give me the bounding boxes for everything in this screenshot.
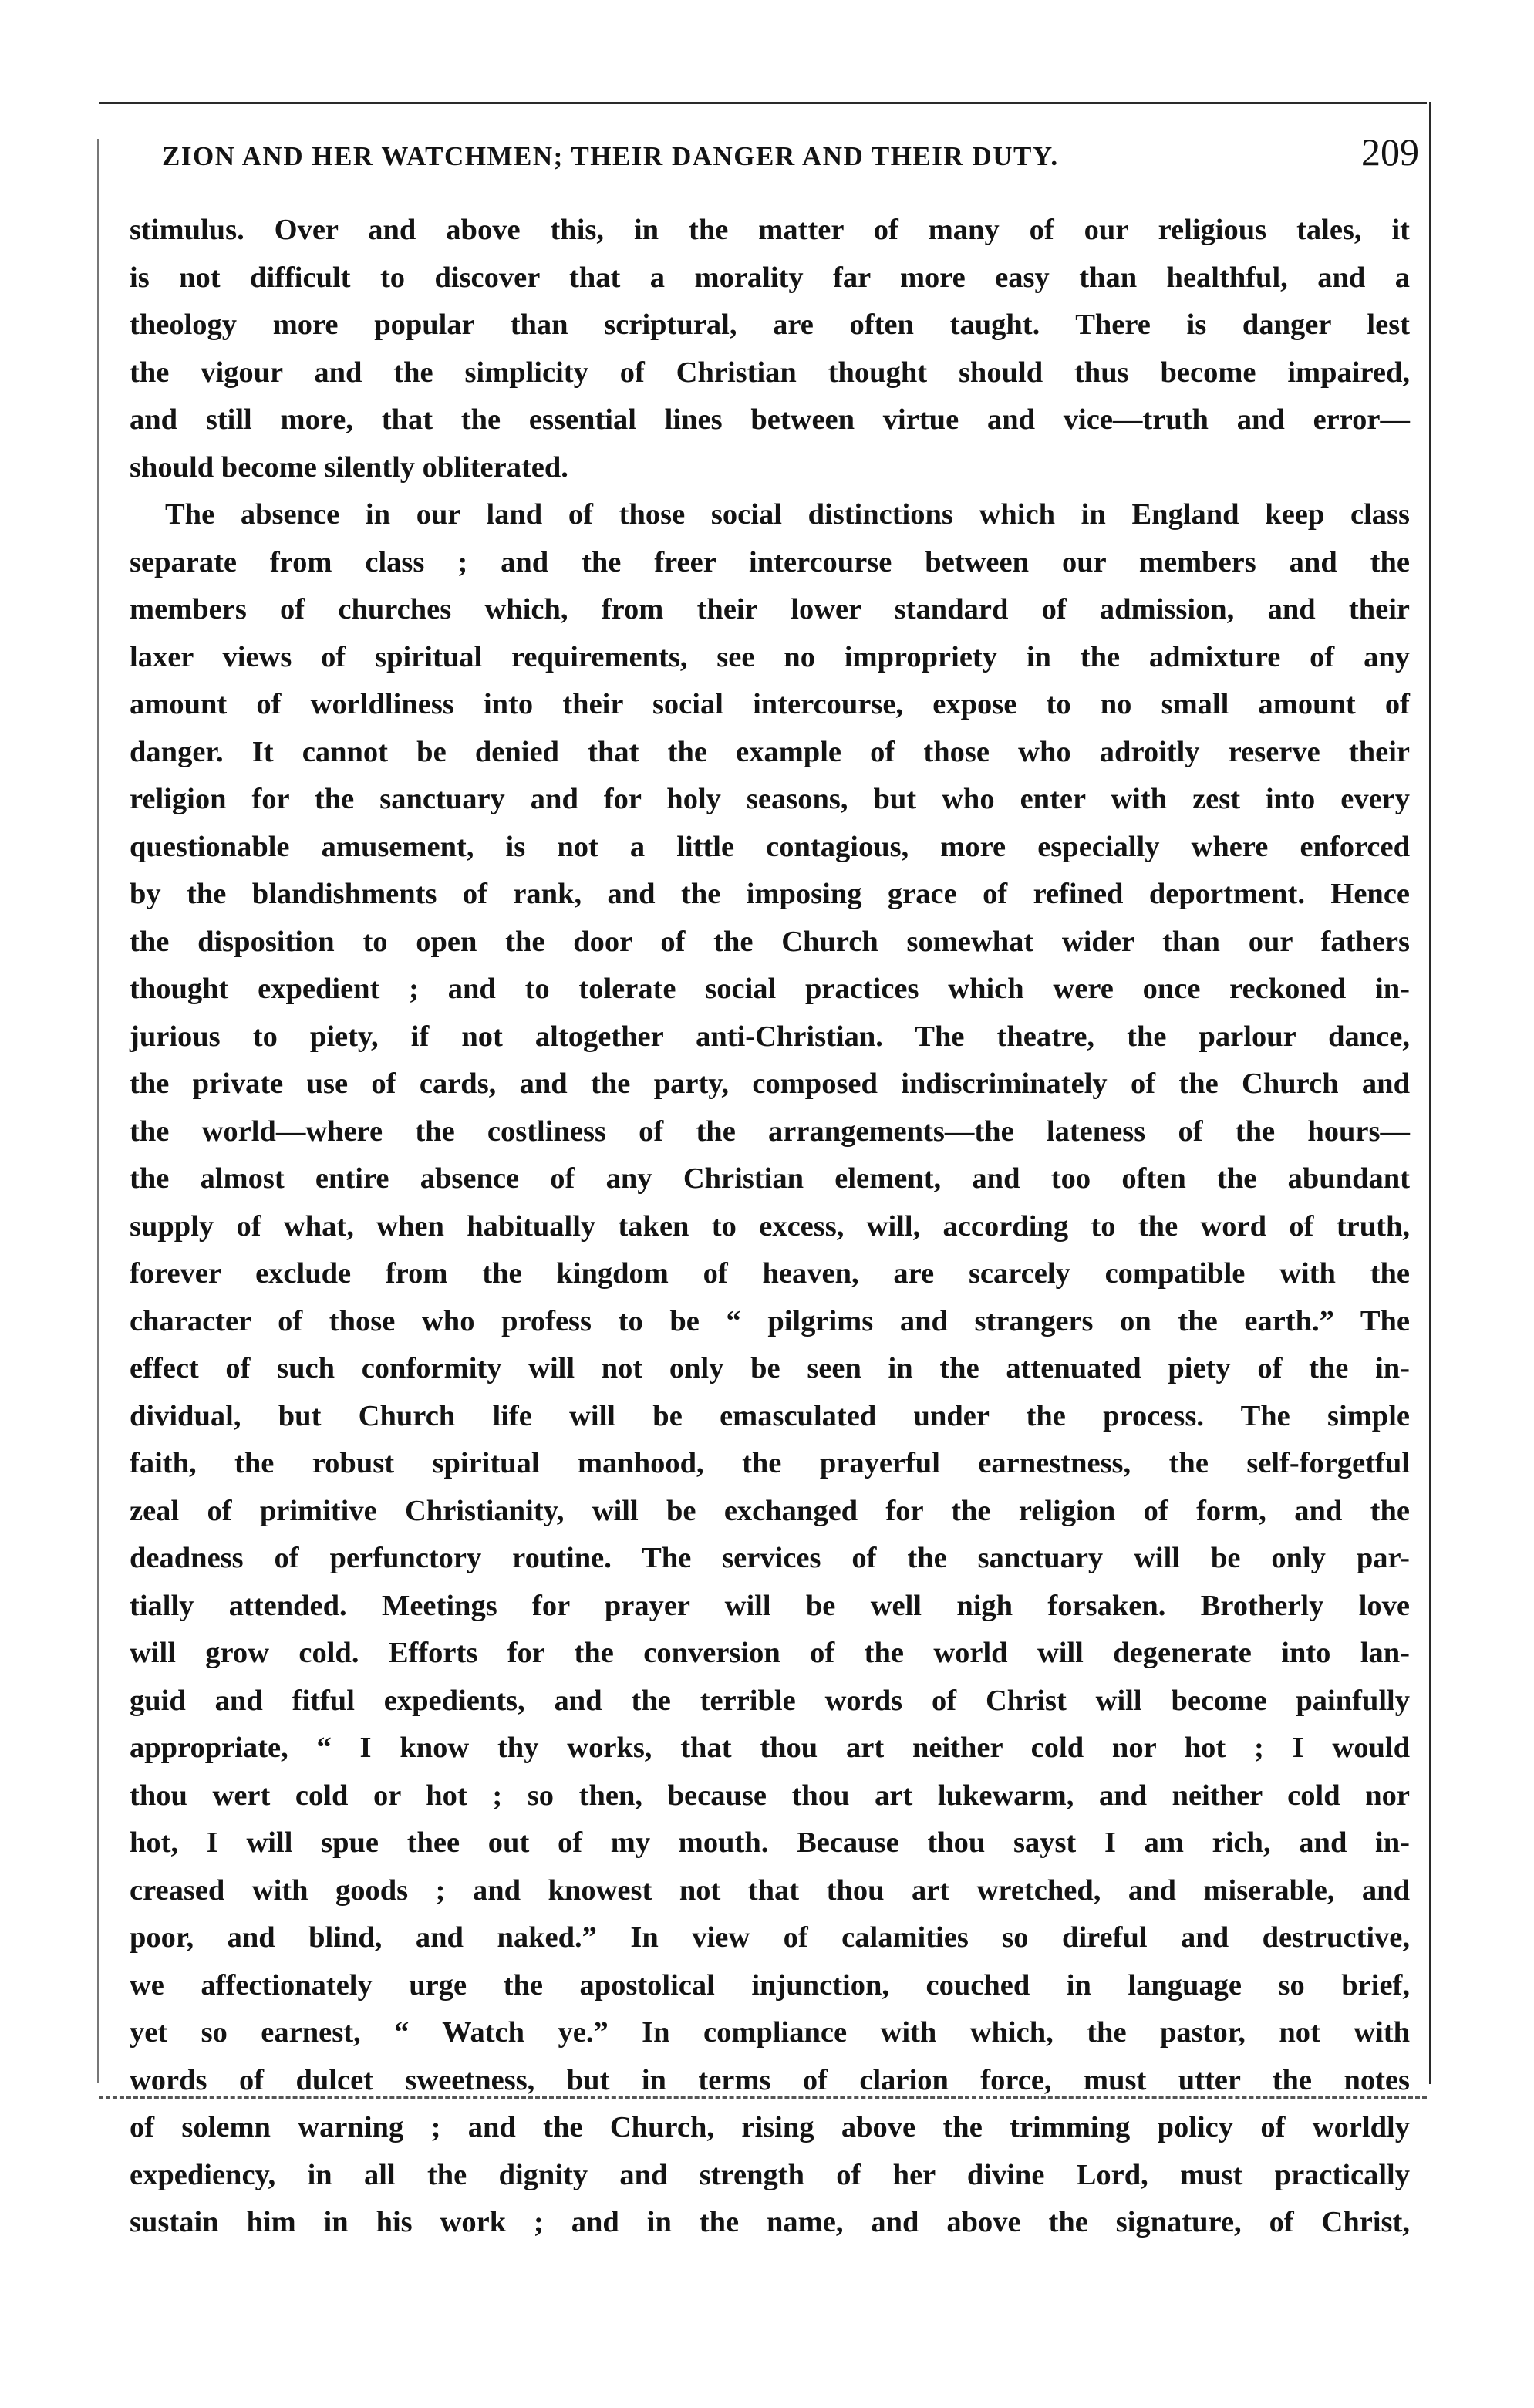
text-line: expediency, in all the dignity and strength of her divine Lord, must practically [130,2158,1410,2191]
text-line: supply of what, when habitually taken to excess, will, according to the word of truth, [130,1209,1410,1243]
text-line: the disposition to open the door of the Church somewhat wider than our fathers [130,925,1410,958]
page-header [162,130,1419,184]
text-line: dividual, but Church life will be emasculated under the process. The simple [130,1399,1410,1432]
text-line: separate from class ; and the freer intercourse between our members and the [130,545,1410,578]
text-line: danger. It cannot be denied that the example of those who adroitly reserve their [130,735,1410,768]
text-line: sustain him in his work ; and in the name, and above the signature, of Christ, [130,2206,1410,2238]
text-line: will grow cold. Efforts for the conversion of the world will degenerate into lan- [130,1637,1410,1669]
text-line: is not difficult to discover that a morality far more easy than healthful, and a [130,261,1410,294]
text-line: faith, the robust spiritual manhood, the prayerful earnestness, the self-forgetful [130,1447,1410,1479]
text-line: of solemn warning ; and the Church, rising above the trimming policy of worldly [130,2111,1410,2143]
page-number: 209 [1361,130,1419,174]
text-line: theology more popular than scriptural, are often taught. There is danger lest [130,309,1410,341]
text-line: we affectionately urge the apostolical injunction, couched in language so brief, [130,1968,1410,2002]
page-bottom-rule [99,2096,1427,2099]
text-line: character of those who profess to be “ pilgrims and strangers on the earth.” The [130,1304,1410,1337]
page-border-left [97,139,99,2083]
text-line: laxer views of spiritual requirements, see no impropriety in the admixture of any [130,640,1410,673]
text-line: appropriate, “ I know thy works, that thou art neither cold nor hot ; I would [130,1732,1410,1764]
text-line: deadness of perfunctory routine. The services of the sanctuary will be only par- [130,1542,1410,1574]
text-line: stimulus. Over and above this, in the matter of many of our religious tales, it [130,214,1410,246]
text-line: tially attended. Meetings for prayer will be well nigh forsaken. Brotherly love [130,1589,1410,1622]
text-line: religion for the sanctuary and for holy seasons, but who enter with zest into every [130,783,1410,815]
text-line: thought expedient ; and to tolerate social practices which were once reckoned in- [130,973,1410,1005]
text-line: zeal of primitive Christianity, will be exchanged for the religion of form, and the [130,1494,1410,1527]
text-line: members of churches which, from their lower standard of admission, and their [130,593,1410,626]
text-line: jurious to piety, if not altogether anti-Christian. The theatre, the parlour dance, [130,1020,1410,1053]
text-line: guid and fitful expedients, and the terrible words of Christ will become painfully [130,1684,1410,1717]
body-text [130,207,1410,2247]
page-border-top [99,102,1427,104]
text-line: by the blandishments of rank, and the imposing grace of refined deportment. Hence [130,878,1410,910]
text-line: yet so earnest, “ Watch ye.” In compliance with which, the pastor, not with [130,2016,1410,2049]
text-line: effect of such conformity will not only be seen in the attenuated piety of the in- [130,1352,1410,1384]
text-line: thou wert cold or hot ; so then, because thou art lukewarm, and neither cold nor [130,1779,1410,1812]
text-line: should become silently obliterated. [130,450,568,484]
text-line: the world—where the costliness of the arrangements—the lateness of the hours— [130,1115,1410,1148]
text-line: amount of worldliness into their social intercourse, expose to no small amount of [130,688,1410,720]
text-line: creased with goods ; and knowest not that thou art wretched, and miserable, and [130,1873,1410,1907]
page-border-right [1429,102,1431,2084]
text-line: poor, and blind, and naked.” In view of calamities so direful and destructive, [130,1921,1410,1954]
text-line: and still more, that the essential lines between virtue and vice—truth and error— [130,403,1410,436]
running-head: ZION AND HER WATCHMEN; THEIR DANGER AND THEIR DUTY. [162,141,1059,171]
text-line: questionable amusement, is not a little contagious, more especially where enforced [130,830,1410,863]
text-line: words of dulcet sweetness, but in terms of clarion force, must utter the notes [130,2063,1410,2096]
text-line: The absence in our land of those social distinctions which in England keep class [165,498,1410,531]
text-line: hot, I will spue thee out of my mouth. Because thou sayst I am rich, and in- [130,1826,1410,1859]
text-line: the vigour and the simplicity of Christian thought should thus become impaired, [130,356,1410,389]
text-line: the private use of cards, and the party, composed indiscriminately of the Church and [130,1067,1410,1100]
text-line: the almost entire absence of any Christian element, and too often the abundant [130,1162,1410,1195]
text-line: forever exclude from the kingdom of heaven, are scarcely compatible with the [130,1257,1410,1290]
